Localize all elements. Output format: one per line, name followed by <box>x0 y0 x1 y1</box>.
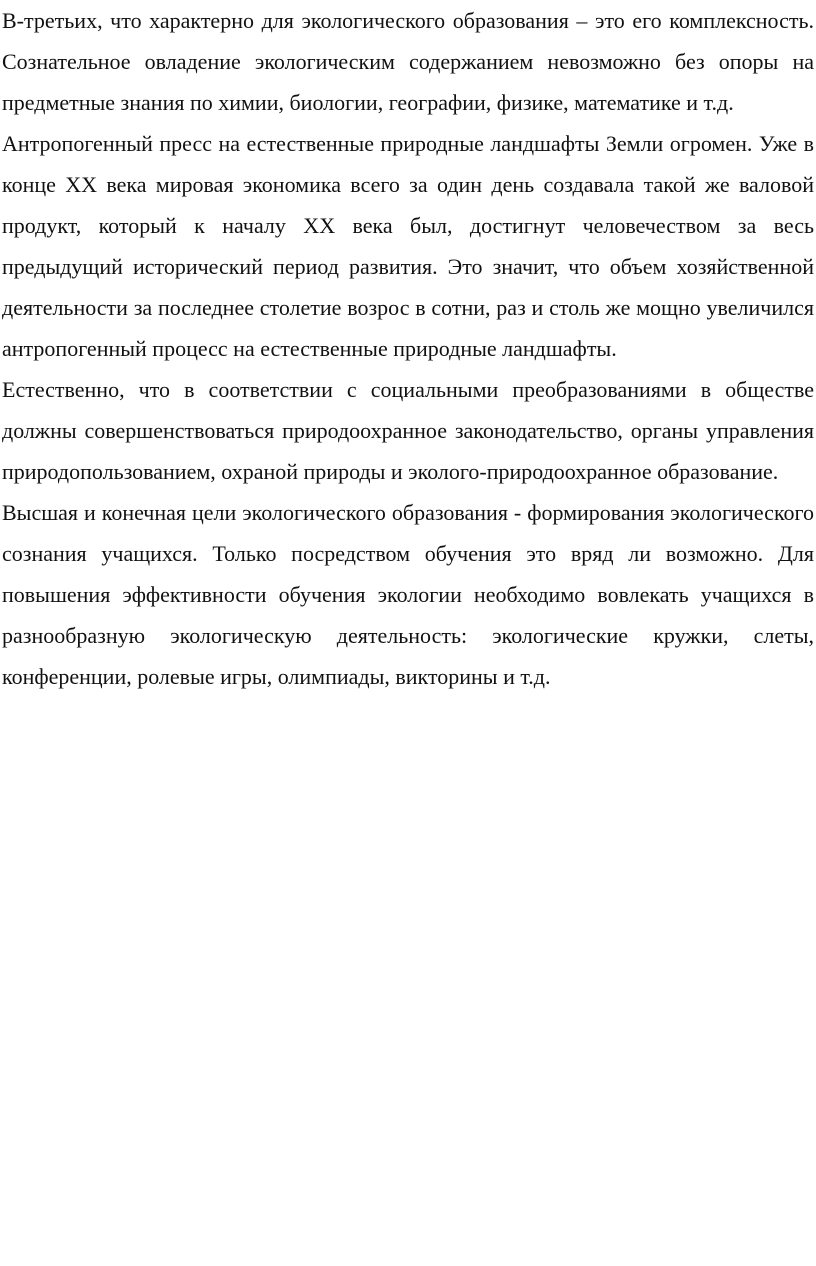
paragraph-anthropogenic-pressure: Антропогенный пресс на естественные природные ландшафты Земли огромен. Уже в конце XX века мировая экономика всего за один день создавала такой же валовой продукт, который к началу XX века был, достигнут человечеством за весь предыдущий исторический период развития. Это значит, что объем хозяйственной деятельности за последнее столетие возрос в сотни, раз и столь же мощно увеличился антропогенный процесс на естественные природные ландшафты. <box>2 131 814 361</box>
paragraph-complexity: В-третьих, что характерно для экологического образования – это его комплексность. Сознательное овладение экологическим содержанием невозможно без опоры на предметные знания по химии, биологии, географии, физике, математике и т.д. <box>2 8 814 115</box>
paragraph-goals-of-education: Высшая и конечная цели экологического образования - формирования экологического сознания учащихся. Только посредством обучения это вряд ли возможно. Для повышения эффективности обучения экологии необходимо вовлекать учащихся в разнообразную экологическую деятельность: экологические кружки, слеты, конференции, ролевые игры, олимпиады, викторины и т.д. <box>2 500 814 689</box>
paragraph-social-transformations: Естественно, что в соответствии с социальными преобразованиями в обществе должны совершенствоваться природоохранное законодательство, органы управления природопользованием, охраной природы и эколого-природоохранное образование. <box>2 377 814 484</box>
